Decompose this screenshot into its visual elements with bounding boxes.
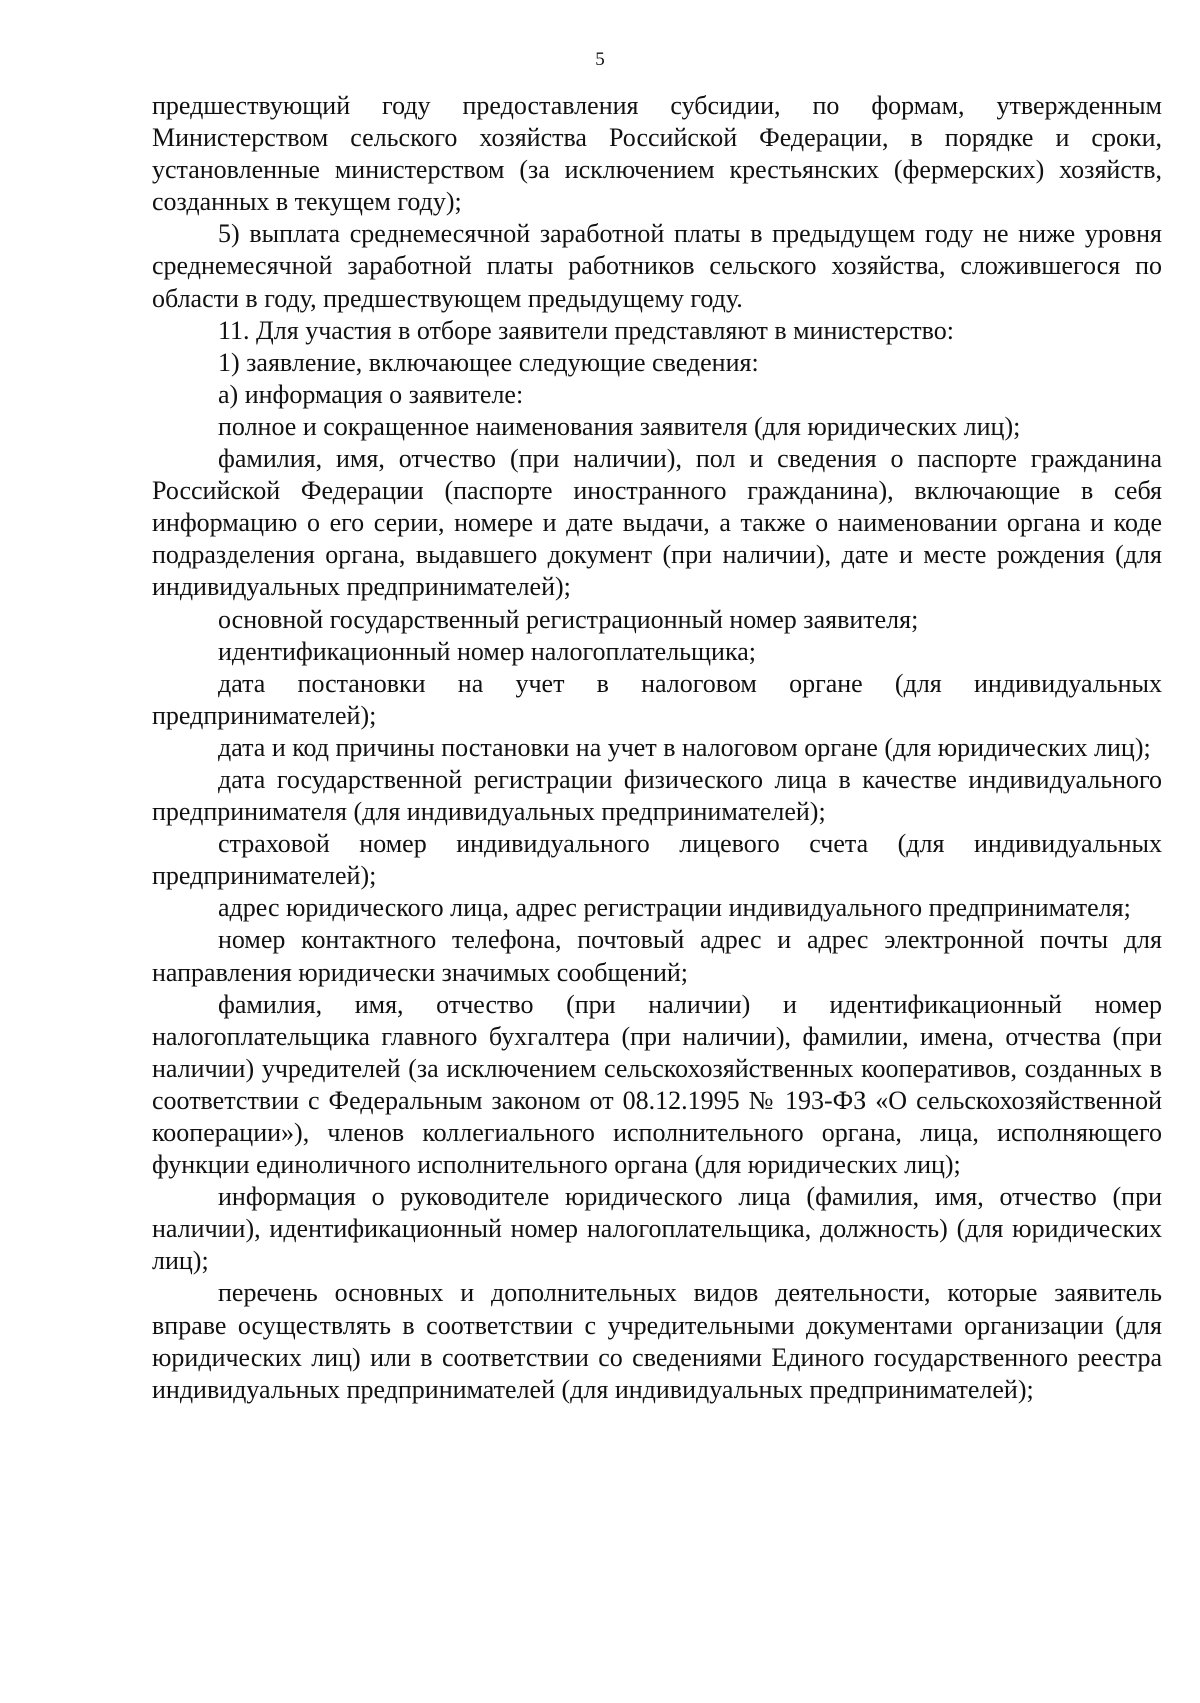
paragraph-accountant-founders: фамилия, имя, отчество (при наличии) и идентификационный номер налогоплательщика главного бухгалтера (при наличии), фамилии, имена, отчества (при наличии) учредителей (за исключением сельскохозяйственных кооперативов, созданных в соответствии с Федеральным законом от 08.12.1995 № 193-ФЗ «О сельскохозяйственной кооперации»), членов коллегиального исполнительного органа, лица, исполняющего функции единоличного исполнительного органа (для юридических лиц);: [152, 989, 1162, 1180]
paragraph-tax-registration-date: дата постановки на учет в налоговом органе (для индивидуальных предпринимателей);: [152, 668, 1162, 730]
paragraph-activities: перечень основных и дополнительных видов деятельности, которые заявитель вправе осуществлять в соответствии с учредительными документами организации (для юридических лиц) или в соответствии со сведениями Единого государственного реестра индивидуальных предпринимателей (для индивидуальных предпринимателей);: [152, 1278, 1162, 1404]
document-body: [152, 90, 1162, 1406]
paragraph-contacts: номер контактного телефона, почтовый адрес и адрес электронной почты для направления юридически значимых сообщений;: [152, 925, 1162, 987]
paragraph-address: адрес юридического лица, адрес регистрации индивидуального предпринимателя;: [218, 893, 1131, 923]
paragraph-snils: страховой номер индивидуального лицевого счета (для индивидуальных предпринимателей);: [152, 829, 1162, 891]
paragraph-org-name: полное и сокращенное наименования заявителя (для юридических лиц);: [218, 411, 1021, 441]
paragraph-director-info: информация о руководителе юридического лица (фамилия, имя, отчество (при наличии), идентификационный номер налогоплательщика, должность) (для юридических лиц);: [152, 1182, 1162, 1276]
paragraph-state-registration: дата государственной регистрации физического лица в качестве индивидуального предпринимателя (для индивидуальных предпринимателей);: [152, 764, 1162, 827]
paragraph-subitem-a: а) информация о заявителе:: [218, 379, 524, 409]
paragraph-item-1: 1) заявление, включающее следующие сведения:: [218, 347, 759, 377]
paragraph-continuation: предшествующий году предоставления субсидии, по формам, утвержденным Министерством сельского хозяйства Российской Федерации, в порядке и сроки, установленные министерством (за исключением крестьянских (фермерских) хозяйств, созданных в текущем году);: [152, 91, 1162, 217]
paragraph-personal-data: фамилия, имя, отчество (при наличии), пол и сведения о паспорте гражданина Российской Федерации (паспорте иностранного гражданина), включающие в себя информацию о его серии, номере и дате выдачи, а также о наименовании органа и коде подразделения органа, выдавшего документ (при наличии), дате и месте рождения (для индивидуальных предпринимателей);: [152, 444, 1162, 602]
paragraph-kpp: дата и код причины постановки на учет в налоговом органе (для юридических лиц);: [218, 732, 1151, 762]
paragraph-item-5: 5) выплата среднемесячной заработной платы в предыдущем году не ниже уровня среднемесячной заработной платы работников сельского хозяйства, сложившегося по области в году, предшествующем предыдущему году.: [152, 219, 1162, 313]
paragraph-inn: идентификационный номер налогоплательщика;: [218, 636, 756, 666]
paragraph-section-11: 11. Для участия в отборе заявители представляют в министерство:: [218, 315, 954, 345]
page-number: 5: [595, 49, 605, 70]
paragraph-ogrn: основной государственный регистрационный номер заявителя;: [218, 604, 919, 634]
